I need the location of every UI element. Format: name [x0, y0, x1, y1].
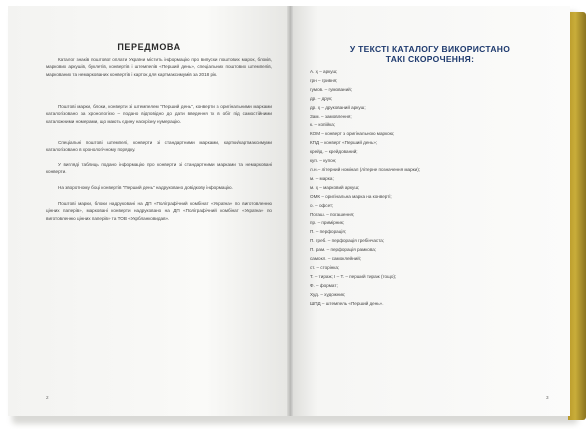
abbreviations-title	[290, 44, 570, 64]
list-item: Погаш. – погашення;	[310, 211, 355, 217]
list-item: КПД – конверт «Перший день»;	[310, 140, 378, 146]
list-item: П. греб. – перфорація гребінчаста;	[310, 238, 385, 244]
list-item: др. ҳ – друкований аркуш;	[310, 104, 366, 110]
list-item: КОМ – конверт з оригінальною маркою;	[310, 131, 395, 137]
paragraph-6: Поштові марки, блоки надруковані на ДП «Поліграфічний комбінат «Україна» по виготовленню цінних паперів», марковані конверти надруковано на ДП «Поліграфічний комбінат «Україна» по виготовленню цінних паперів» та ТОВ «Укрбланковидав».	[46, 201, 272, 221]
paragraph-1: Каталог знаків поштової оплати України містить інформацію про випуски поштових марок, блоків, маркових аркушів, буклетів, конвертів і штемпелів «Перший день», спеціальних поштових штемпелів, маркованих та немаркованих конвертів і карток для картмаксимумів за 2018 рік.	[46, 57, 272, 77]
list-item: крейд. – крейдований;	[310, 149, 358, 155]
list-item: ШПД – штемпель «Перший день».	[310, 300, 384, 306]
abbreviations-list	[310, 68, 550, 308]
list-item: др. – друк;	[310, 95, 333, 101]
list-item: А. ҳ – аркуш;	[310, 69, 338, 74]
list-item: куп. – купон;	[310, 158, 337, 164]
abbreviations-title-line-1: У ТЕКСТІ КАТАЛОГУ ВИКОРИСТАНО	[349, 44, 511, 54]
abbreviations-title-line-2: ТАКІ СКОРОЧЕННЯ:	[385, 54, 475, 64]
booklet-spine	[287, 6, 293, 416]
list-item: П. – перфорація;	[310, 229, 347, 235]
list-item: П. рам. – перфорація рамкова;	[310, 247, 377, 253]
list-item: гумов. – гумований;	[310, 86, 352, 92]
list-item: ст. – сторінка;	[310, 264, 340, 270]
left-page	[8, 6, 290, 416]
list-item: самокл. – самоклейний;	[310, 256, 362, 262]
page-number-right: 3	[546, 395, 549, 400]
list-item: л.н.– літерний номінал (літерне позначення марки);	[310, 166, 421, 172]
list-item: грн – гривня;	[310, 77, 338, 83]
foreword-title: ПЕРЕДМОВА	[117, 42, 181, 52]
list-item: м. – марка;	[310, 175, 334, 181]
list-item: к. – копійка;	[310, 122, 336, 128]
list-item: Зам. – замовлення;	[310, 113, 352, 119]
list-item: Т. – тираж; І – Т. – перший тираж (тощо);	[310, 273, 397, 279]
paragraph-4: У вигляді таблиць подано інформацію про конверти зі стандартними марками та немарковані конверти.	[46, 162, 272, 175]
list-item: Худ. – художник;	[310, 291, 346, 297]
yellow-cover-edge	[568, 12, 586, 420]
paragraph-3: Спеціальні поштові штемпелі, конверти зі стандартними марками, картки/картмаксимуми каталогізовано в хронологічному порядку.	[46, 140, 272, 153]
page-number-left: 2	[46, 395, 49, 400]
list-item: ОМК – оригінальна марка на конверті;	[310, 193, 392, 199]
right-page	[290, 6, 570, 416]
paragraph-5: На зворотному боці конвертів "Перший день" надруковано довідкову інформацію.	[58, 185, 233, 190]
open-booklet	[8, 6, 580, 424]
list-item: о. – офсет;	[310, 202, 334, 208]
list-item: пр. – примірник;	[310, 220, 345, 226]
list-item: м. ҳ – марковий аркуш;	[310, 184, 360, 190]
paragraph-2: Поштові марки, блоки, конверти зі штемпелем "Перший день", конверти з оригінальними марками каталогізовано за хронологією – подано відповідно до дати введення їх в обіг під самостійними каталожними номерами, що мають єдину наскрізну нумерацію.	[46, 104, 272, 124]
list-item: Ф. – формат;	[310, 282, 338, 288]
